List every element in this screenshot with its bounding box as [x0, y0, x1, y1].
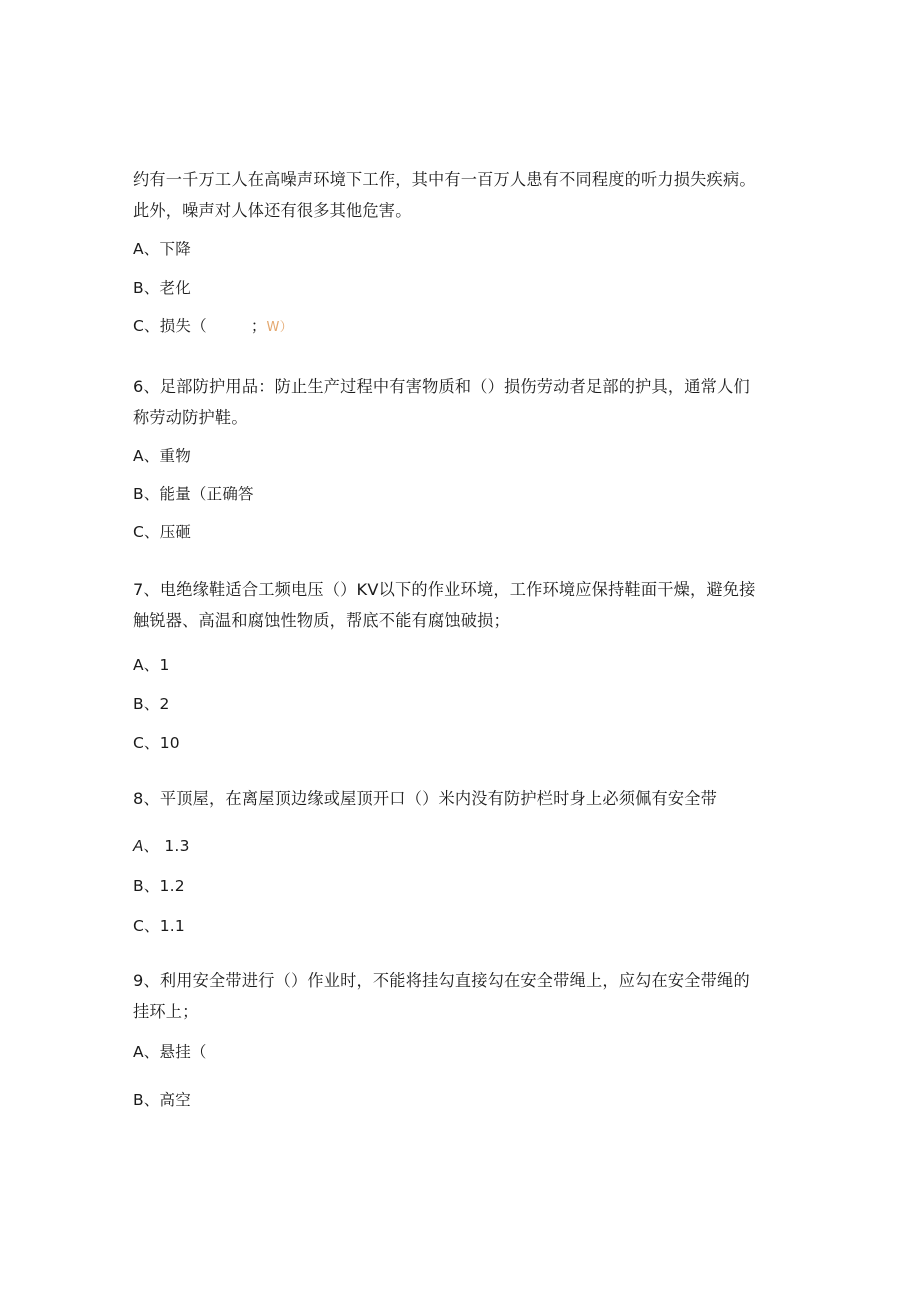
- question-6-option-a: A、重物: [133, 447, 191, 465]
- question-5-text-line-1: 约有一千万工人在高噪声环境下工作，其中有一百万人患有不同程度的听力损失疾病。: [133, 170, 756, 189]
- question-8-option-c: C、1.1: [133, 917, 185, 935]
- question-6-text-line-1: 6、足部防护用品：防止生产过程中有害物质和（）损伤劳动者足部的护具，通常人们: [133, 377, 750, 396]
- question-5-text-line-2: 此外，噪声对人体还有很多其他危害。: [133, 201, 412, 220]
- question-8-option-a: [133, 836, 190, 857]
- question-8-option-b: B、1.2: [133, 877, 185, 895]
- question-7-option-b: B、2: [133, 695, 170, 713]
- question-5-option-a: A、下降: [133, 240, 191, 258]
- question-7-option-a: A、1: [133, 656, 170, 674]
- question-8-option-a-label: 、 1.3: [143, 837, 190, 855]
- question-5-option-b: B、老化: [133, 279, 191, 297]
- question-9-option-a: A、悬挂（: [133, 1043, 207, 1061]
- question-9-text-line-1: 9、利用安全带进行（）作业时，不能将挂勾直接勾在安全带绳上，应勾在安全带绳的: [133, 971, 750, 990]
- question-7-text-line-1: 7、电绝缘鞋适合工频电压（）KV以下的作业环境，工作环境应保持鞋面干燥，避免接: [133, 580, 756, 599]
- question-5-option-c-label: C、损失（: [133, 317, 207, 335]
- question-8-text-line-1: 8、平顶屋，在离屋顶边缘或屋顶开口（）米内没有防护栏时身上必须佩有安全带: [133, 789, 718, 808]
- question-5-answer-mark: W）: [266, 320, 293, 335]
- question-7-text-line-2: 触锐器、高温和腐蚀性物质，帮底不能有腐蚀破损；: [133, 611, 510, 630]
- question-6-option-c: C、压砸: [133, 523, 192, 541]
- question-6-option-b: B、能量（正确答: [133, 485, 254, 503]
- question-7-option-c: C、10: [133, 734, 180, 752]
- question-5-option-c-gap: ；: [250, 317, 267, 335]
- question-5-option-c: [133, 316, 293, 338]
- question-9-text-line-2: 挂环上；: [133, 1002, 199, 1021]
- question-8-option-a-letter: A: [133, 838, 144, 855]
- question-6-text-line-2: 称劳动防护鞋。: [133, 408, 248, 427]
- question-9-option-b: B、高空: [133, 1091, 191, 1109]
